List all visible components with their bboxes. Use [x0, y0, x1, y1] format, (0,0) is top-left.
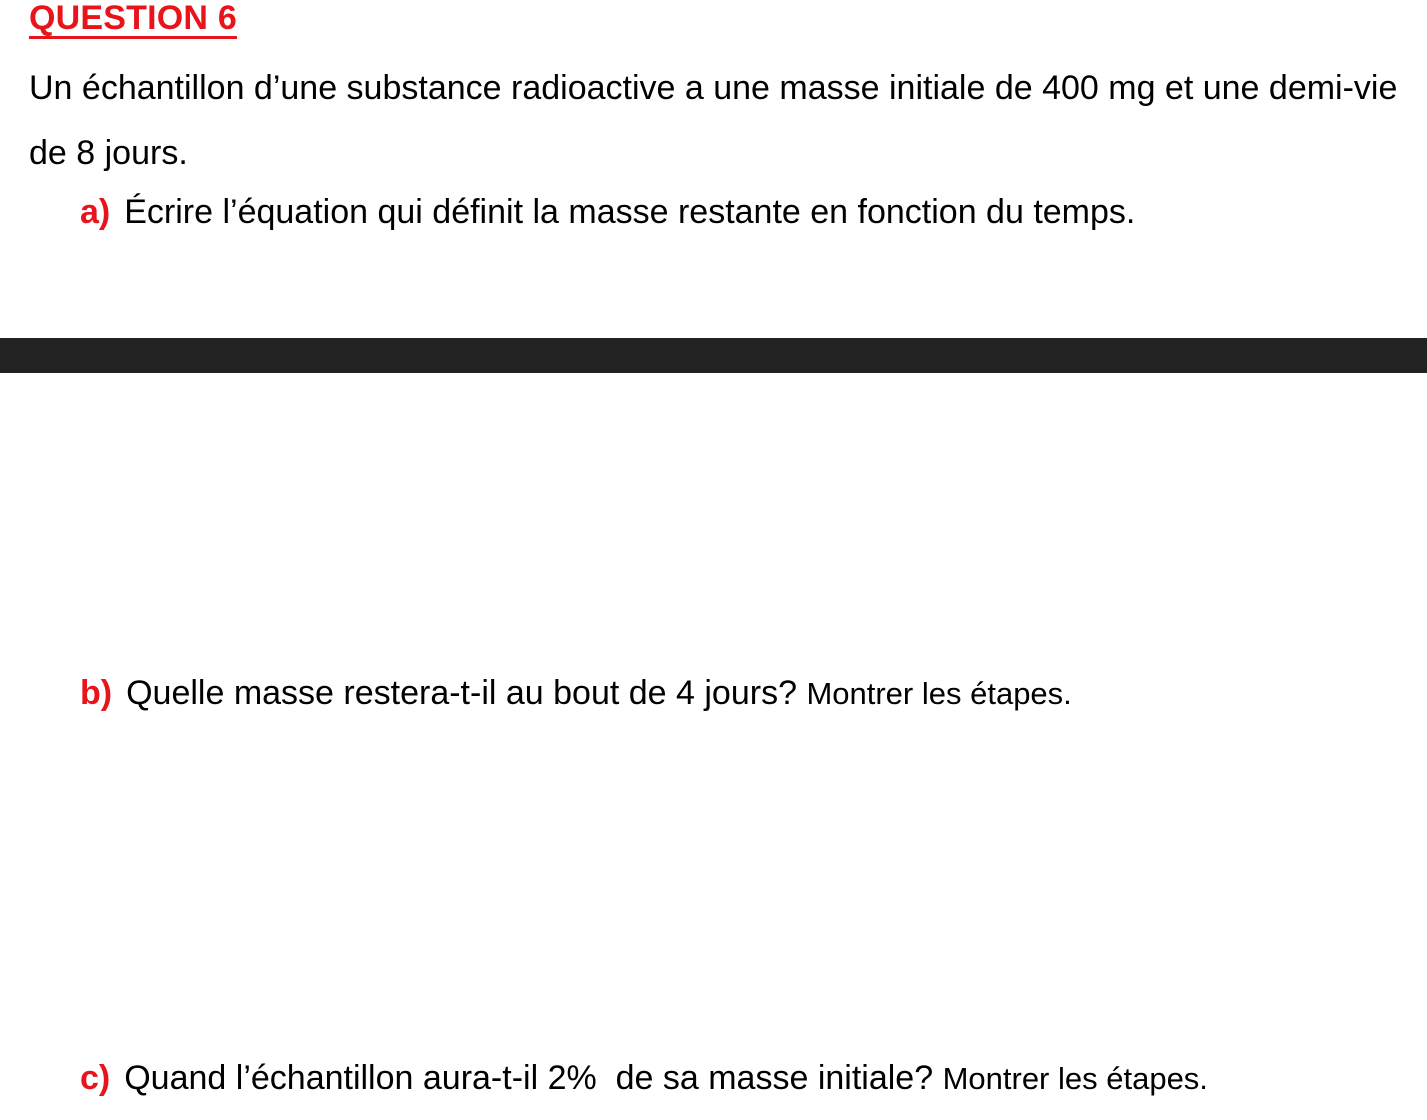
- part-b-letter: b): [80, 674, 113, 712]
- part-a-letter: a): [80, 193, 111, 231]
- part-a: [80, 192, 1135, 232]
- part-b-text: Quelle masse restera-t-il au bout de 4 jours?: [126, 674, 797, 712]
- part-c: [80, 1058, 1208, 1099]
- part-c-letter: c): [80, 1059, 111, 1097]
- question-title: QUESTION 6: [29, 0, 237, 37]
- part-a-text: Écrire l’équation qui définit la masse restante en fonction du temps.: [124, 193, 1136, 231]
- part-c-note: Montrer les étapes.: [942, 1061, 1208, 1096]
- question-intro: Un échantillon d’une substance radioactive a une masse initiale de 400 mg et une demi-vie de 8 jours.: [29, 69, 1398, 172]
- part-b-note: Montrer les étapes.: [806, 676, 1072, 711]
- divider-bar: [0, 338, 1427, 373]
- part-c-text: Quand l’échantillon aura-t-il 2% de sa masse initiale?: [124, 1059, 934, 1097]
- part-b: [80, 673, 1072, 714]
